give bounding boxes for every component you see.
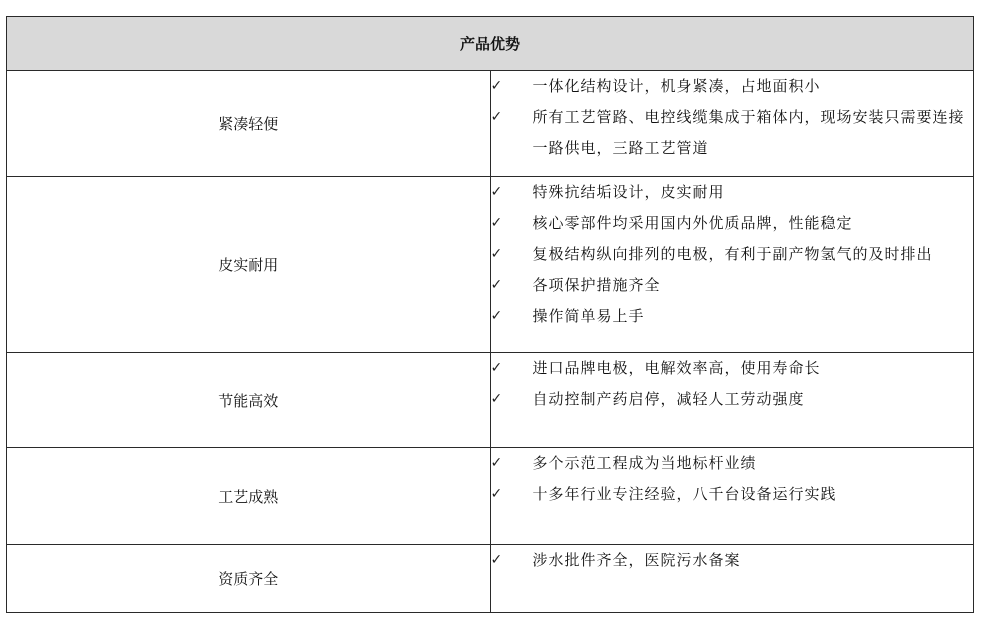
check-icon: ✓ xyxy=(490,109,503,125)
item-text: 各项保护措施齐全 xyxy=(532,276,661,294)
item-text: 十多年行业专注经验，八千台设备运行实践 xyxy=(532,485,837,503)
check-icon: ✓ xyxy=(490,486,503,502)
check-icon: ✓ xyxy=(490,391,503,407)
table-row xyxy=(7,353,974,448)
table-row xyxy=(7,545,974,613)
item-text: 自动控制产药启停，减轻人工劳动强度 xyxy=(532,390,805,408)
check-icon: ✓ xyxy=(490,246,503,262)
list-item xyxy=(491,384,974,415)
items-cell xyxy=(490,353,974,448)
check-icon: ✓ xyxy=(490,78,503,94)
items-cell xyxy=(490,448,974,545)
list-item xyxy=(491,270,974,301)
list-item xyxy=(491,102,974,164)
item-text: 核心零部件均采用国内外优质品牌，性能稳定 xyxy=(532,214,853,232)
table-row xyxy=(7,177,974,353)
item-text: 特殊抗结垢设计，皮实耐用 xyxy=(532,183,725,201)
items-cell xyxy=(490,545,974,613)
item-text: 一体化结构设计，机身紧凑，占地面积小 xyxy=(532,77,821,95)
category-cell: 工艺成熟 xyxy=(7,448,491,545)
item-text: 操作简单易上手 xyxy=(532,307,645,325)
list-item xyxy=(491,545,974,576)
check-icon: ✓ xyxy=(490,455,503,471)
table-row xyxy=(7,71,974,177)
item-text: 多个示范工程成为当地标杆业绩 xyxy=(532,454,757,472)
check-icon: ✓ xyxy=(490,184,503,200)
category-cell: 资质齐全 xyxy=(7,545,491,613)
header-row xyxy=(7,17,974,71)
list-item xyxy=(491,208,974,239)
table-row xyxy=(7,448,974,545)
advantages-table xyxy=(6,16,974,613)
check-icon: ✓ xyxy=(490,552,503,568)
list-item xyxy=(491,353,974,384)
table-title: 产品优势 xyxy=(7,17,974,71)
list-item xyxy=(491,301,974,332)
check-icon: ✓ xyxy=(490,277,503,293)
item-text: 所有工艺管路、电控线缆集成于箱体内，现场安装只需要连接一路供电，三路工艺管道 xyxy=(532,108,965,157)
category-cell: 皮实耐用 xyxy=(7,177,491,353)
item-text: 涉水批件齐全，医院污水备案 xyxy=(532,551,741,569)
items-cell xyxy=(490,71,974,177)
check-icon: ✓ xyxy=(490,215,503,231)
list-item xyxy=(491,479,974,510)
list-item xyxy=(491,71,974,102)
items-cell xyxy=(490,177,974,353)
check-icon: ✓ xyxy=(490,360,503,376)
item-text: 进口品牌电极，电解效率高，使用寿命长 xyxy=(532,359,821,377)
list-item xyxy=(491,177,974,208)
list-item xyxy=(491,448,974,479)
check-icon: ✓ xyxy=(490,308,503,324)
item-text: 复极结构纵向排列的电极，有利于副产物氢气的及时排出 xyxy=(532,245,933,263)
category-cell: 节能高效 xyxy=(7,353,491,448)
category-cell: 紧凑轻便 xyxy=(7,71,491,177)
list-item xyxy=(491,239,974,270)
